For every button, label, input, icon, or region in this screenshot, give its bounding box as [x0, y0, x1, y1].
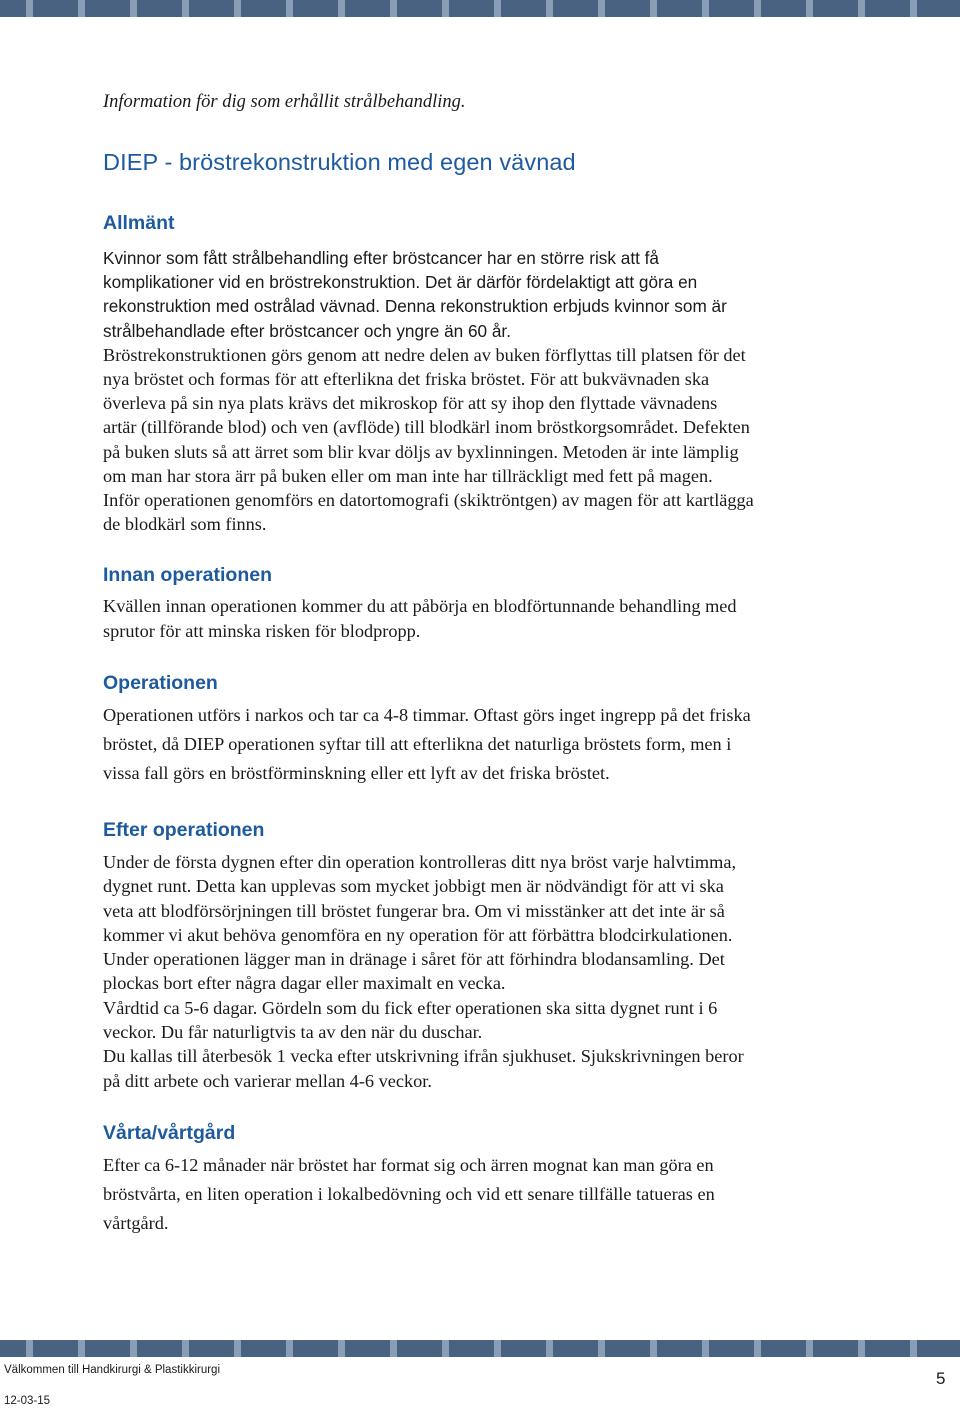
body-line: kommer vi akut behöva genomföra en ny operation för att förbättra blodcirkulationen. — [103, 924, 733, 945]
body-line: veckor. Du får naturligtvis ta av den när du duschar. — [103, 1022, 483, 1043]
body-line: artär (tillförande blod) och ven (avflöde) till blodkärl inom bröstkorgsområdet. Defekten — [103, 417, 750, 438]
body-line: på ditt arbete och varierar mellan 4-6 veckor. — [103, 1070, 432, 1091]
section-heading-allmant: Allmänt — [103, 212, 175, 234]
body-line: Inför operationen genomförs en datortomografi (skiktröntgen) av magen för att kartlägga — [103, 490, 754, 511]
body-line: bröstet, då DIEP operationen syftar till att efterlikna det naturliga bröstets form, men i — [103, 734, 732, 754]
footer-organization: Välkommen till Handkirurgi & Plastikkirurgi — [4, 1364, 221, 1376]
body-line: dygnet runt. Detta kan upplevas som mycket jobbigt men är nödvändigt för att vi ska — [103, 876, 724, 897]
document-title: DIEP - bröstrekonstruktion med egen vävnad — [103, 149, 576, 175]
body-line: Vårdtid ca 5-6 dagar. Gördeln som du fick efter operationen ska sitta dygnet runt i 6 — [103, 997, 718, 1018]
body-line: sprutor för att minska risken för blodpropp. — [103, 621, 421, 641]
body-line: Operationen utförs i narkos och tar ca 4-8 timmar. Oftast görs inget ingrepp på det friska — [103, 705, 751, 725]
body-line: Efter ca 6-12 månader när bröstet har format sig och ärren mognat kan man göra en — [103, 1155, 714, 1175]
body-line: bröstvårta, en liten operation i lokalbedövning och vid ett senare tillfälle tatueras en — [103, 1184, 715, 1204]
body-line: om man har stora ärr på buken eller om man inte har tillräckligt med fett på magen. — [103, 465, 713, 486]
body-line: komplikationer vid en bröstrekonstruktion. Det är därför fördelaktigt att göra en — [103, 272, 698, 293]
section-body-innan-operationen — [103, 594, 863, 644]
body-line: nya bröstet och formas för att efterlikna det friska bröstet. För att bukvävnaden ska — [103, 369, 710, 390]
body-line: Kvällen innan operationen kommer du att påbörja en blodförtunnande behandling med — [103, 596, 737, 616]
footer-date: 12-03-15 — [4, 1395, 51, 1407]
body-line: Under operationen lägger man in dränage i såret för att förhindra blodansamling. Det — [103, 949, 725, 970]
body-line: rekonstruktion med ostrålad vävnad. Denna rekonstruktion erbjuds kvinnor som är — [103, 296, 727, 317]
section-body-varta-vartgard — [103, 1151, 863, 1238]
body-line: strålbehandlade efter bröstcancer och yngre än 60 år. — [103, 320, 511, 341]
section-heading-varta-vartgard: Vårta/vårtgård — [103, 1122, 236, 1144]
body-line: plockas bort efter några dagar eller maximalt en vecka. — [103, 973, 506, 994]
section-heading-innan-operationen: Innan operationen — [103, 564, 273, 586]
body-line: Du kallas till återbesök 1 vecka efter utskrivning ifrån sjukhuset. Sjukskrivningen beror — [103, 1046, 744, 1067]
body-line: Under de första dygnen efter din operation kontrolleras ditt nya bröst varje halvtimma, — [103, 852, 737, 872]
body-line: veta att blodförsörjningen till bröstet fungerar bra. Om vi misstänker att det inte är så — [103, 900, 725, 921]
body-line: överleva på sin nya plats krävs det mikroskop för att sy ihop den flyttade vävnadens — [103, 393, 718, 414]
page-number: 5 — [936, 1369, 946, 1388]
body-line: de blodkärl som finns. — [103, 514, 267, 535]
body-line: vissa fall görs en bröstförminskning eller ett lyft av det friska bröstet. — [103, 763, 610, 783]
header-band — [0, 0, 960, 17]
section-body-allmant — [103, 246, 863, 536]
section-heading-efter-operationen: Efter operationen — [103, 819, 265, 841]
footer-band — [0, 1340, 960, 1357]
section-body-efter-operationen — [103, 850, 863, 1093]
body-line: Bröstrekonstruktionen görs genom att nedre delen av buken förflyttas till platsen för det — [103, 344, 746, 365]
section-body-operationen — [103, 701, 863, 788]
body-line: Kvinnor som fått strålbehandling efter bröstcancer har en större risk att få — [103, 248, 659, 268]
intro-text: Information för dig som erhållit strålbehandling. — [103, 92, 466, 112]
section-heading-operationen: Operationen — [103, 672, 218, 694]
body-line: vårtgård. — [103, 1213, 169, 1233]
body-line: på buken sluts så att ärret som blir kvar döljs av byxlinningen. Metoden är inte lämplig — [103, 441, 739, 462]
